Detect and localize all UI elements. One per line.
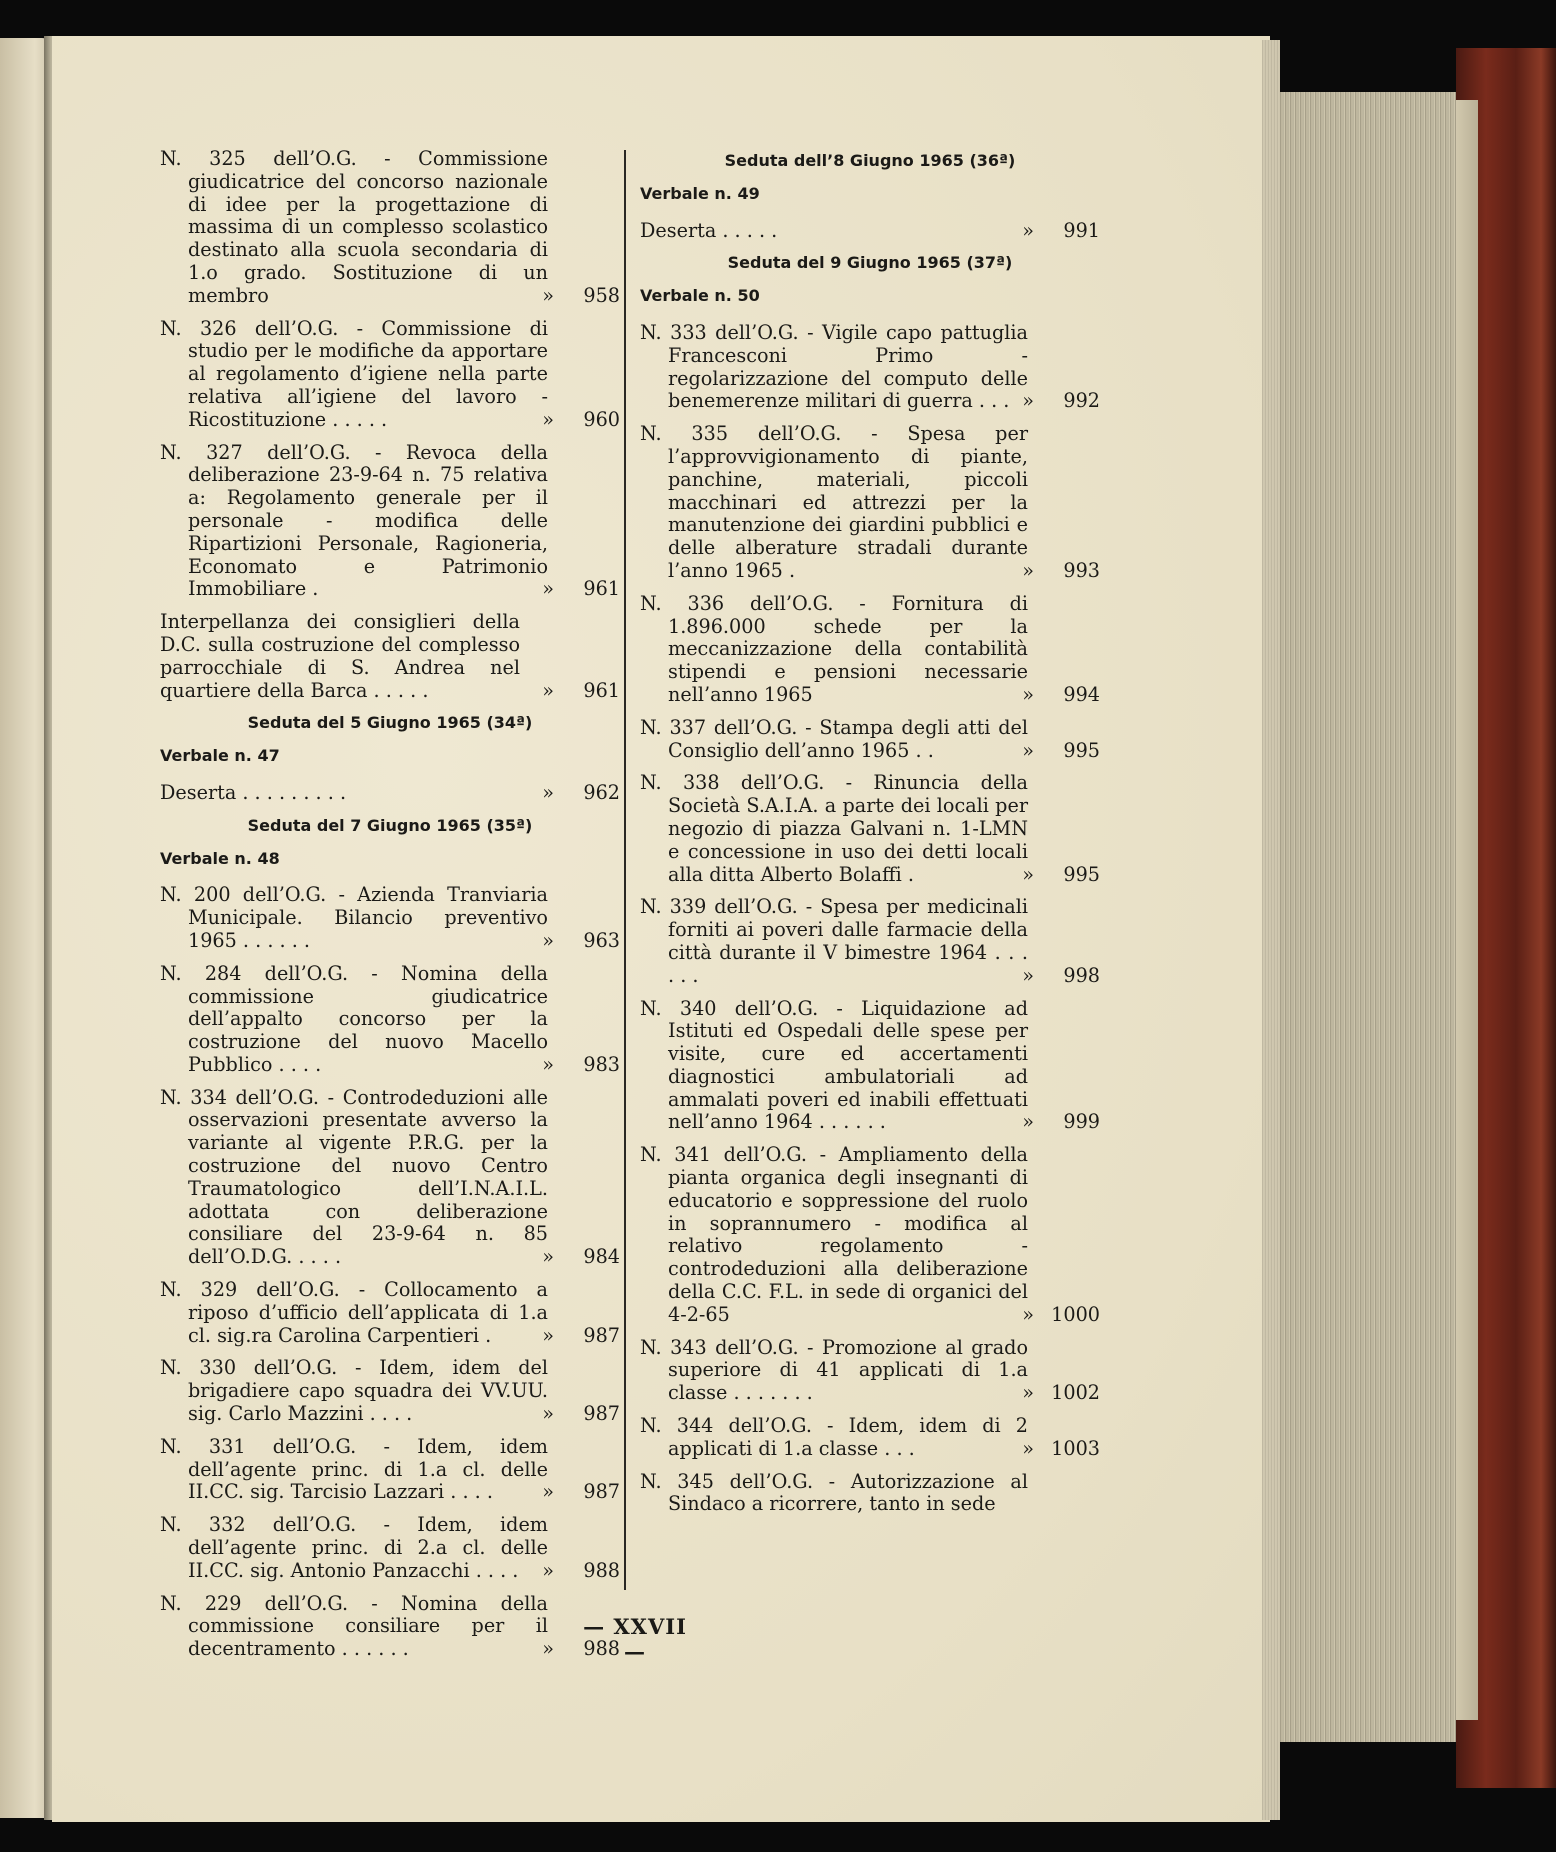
entry-text: N. 334 dell’O.G. - Controdeduzioni alle osservazioni presentate avverso la variante al vigente P.R.G. per la costruzione del nuovo Centro Traumatologico dell’I.N.A.I.L. adottata con deliberazione consiliare del 23-9-64 n. 85 dell’O.D.G. . . . .: [160, 1085, 548, 1269]
guillemet: »: [1022, 1110, 1034, 1134]
entry-text: N. 343 dell’O.G. - Promozione al grado superiore di 41 applicati di 1.a classe . . . . . . .: [640, 1335, 1028, 1405]
page-number: 995: [1063, 738, 1100, 762]
guillemet: »: [542, 1323, 554, 1347]
index-entry: [160, 782, 620, 805]
guillemet: »: [1022, 1381, 1034, 1405]
index-entry: [160, 1593, 620, 1661]
guillemet: »: [542, 928, 554, 952]
entry-text: N. 335 dell’O.G. - Spesa per l’approvvigionamento di piante, panchine, materiali, piccoli macchinari ed attrezzi per la manutenzione dei giardini pubblici e delle alberature stradali durante l’anno 1965 .: [640, 422, 1028, 582]
guillemet: »: [1022, 218, 1034, 242]
entry-text: N. 336 dell’O.G. - Fornitura di 1.896.000 schede per la meccanizzazione della contabilità stipendi e pensioni necessarie nell’anno 1965: [640, 591, 1028, 706]
page-number: 991: [1063, 218, 1100, 242]
page-number: 995: [1063, 862, 1100, 886]
entry-text: N. 331 dell’O.G. - Idem, idem dell’agente princ. di 1.a cl. delle II.CC. sig. Tarcisio Lazzari . . . .: [160, 1434, 548, 1504]
index-entry: [640, 717, 1100, 763]
index-entry: [640, 1144, 1100, 1326]
page-number: 992: [1063, 389, 1100, 413]
page-number: 960: [583, 407, 620, 431]
entry-text: N. 330 dell’O.G. - Idem, idem del brigadiere capo squadra dei VV.UU. sig. Carlo Mazzini . . . .: [160, 1356, 548, 1426]
index-entry: [640, 998, 1100, 1135]
page-edge: [1262, 40, 1280, 1820]
session-heading: Seduta del 5 Giugno 1965 (34ª): [247, 713, 533, 733]
index-entry: [160, 963, 620, 1077]
page-number: 987: [583, 1323, 620, 1347]
entry-text: N. 344 dell’O.G. - Idem, idem di 2 applicati di 1.a classe . . .: [640, 1414, 1028, 1460]
entry-text: N. 329 dell’O.G. - Collocamento a riposo d’ufficio dell’applicata di 1.a cl. sig.ra Carolina Carpentieri .: [160, 1278, 548, 1347]
entry-text: N. 284 dell’O.G. - Nomina della commissione giudicatrice dell’appalto concorso per la costruzione del nuovo Macello Pubblico . . . .: [160, 961, 548, 1076]
index-entry: [160, 442, 620, 602]
guillemet: »: [542, 1480, 554, 1504]
guillemet: »: [542, 1637, 554, 1661]
column-divider: [624, 150, 626, 1590]
page-number: 961: [583, 678, 620, 702]
index-entry: [640, 423, 1100, 583]
page-number: 983: [583, 1052, 620, 1076]
index-entry: [160, 1357, 620, 1425]
left-column: [160, 148, 620, 1671]
entry-text: N. 229 dell’O.G. - Nomina della commissione consiliare per il decentramento . . . . . .: [160, 1591, 548, 1661]
guillemet: »: [1022, 862, 1034, 886]
index-entry: [640, 772, 1100, 886]
page-number: 962: [583, 780, 620, 804]
right-column: [640, 150, 1100, 1526]
index-entry: [640, 322, 1100, 413]
guillemet: »: [542, 577, 554, 601]
entry-text: N. 340 dell’O.G. - Liquidazione ad Istituti ed Ospedali delle spese per visite, cure ed accertamenti diagnostici ambulatoriali ad ammalati poveri ed inabili effettuati nell’anno 1964 . . . . . .: [640, 996, 1028, 1134]
guillemet: »: [542, 1052, 554, 1076]
guillemet: »: [542, 407, 554, 431]
index-entry: [160, 1436, 620, 1504]
guillemet: »: [1022, 682, 1034, 706]
entry-text: N. 332 dell’O.G. - Idem, idem dell’agente princ. di 2.a cl. delle II.CC. sig. Antonio Panzacchi . . . .: [160, 1513, 548, 1582]
entry-text: N. 341 dell’O.G. - Ampliamento della pianta organica degli insegnanti di educatorio e soppressione del ruolo in soprannumero - modifica al relativo regolamento - controdeduzioni alla deliberazione della C.C. F.L. in sede di organici del 4-2-65: [640, 1143, 1028, 1326]
entry-text: Deserta . . . . .: [640, 218, 778, 242]
guillemet: »: [542, 780, 554, 804]
guillemet: »: [542, 1245, 554, 1269]
index-entry: [640, 593, 1100, 707]
session-heading: Seduta del 9 Giugno 1965 (37ª): [727, 253, 1013, 273]
index-entry: [160, 318, 620, 432]
page-number: 1002: [1051, 1381, 1100, 1405]
page-number: 1003: [1051, 1436, 1100, 1460]
index-entry: [160, 1279, 620, 1347]
page-number: 984: [583, 1245, 620, 1269]
guillemet: »: [1022, 1436, 1034, 1460]
guillemet: »: [1022, 389, 1034, 413]
guillemet: »: [1022, 738, 1034, 762]
guillemet: »: [542, 678, 554, 702]
index-entry: [640, 1471, 1100, 1517]
page-number: 994: [1063, 682, 1100, 706]
index-entry: [640, 896, 1100, 987]
entry-text: N. 327 dell’O.G. - Revoca della deliberazione 23-9-64 n. 75 relativa a: Regolamento generale per il personale - modifica delle Ripartizioni Personale, Ragioneria, Economato e Patrimonio Immobiliare .: [160, 440, 548, 601]
cover-inner-edge: [1456, 100, 1478, 1720]
entry-text: N. 339 dell’O.G. - Spesa per medicinali forniti ai poveri dalle farmacie della città durante il V bimestre 1964 . . . . . .: [640, 895, 1028, 987]
guillemet: »: [542, 1558, 554, 1582]
index-entry: [160, 884, 620, 952]
page-block-edge: [1280, 92, 1456, 1742]
index-entry: [160, 1514, 620, 1582]
page-number: 987: [583, 1402, 620, 1426]
guillemet: »: [1022, 963, 1034, 987]
index-entry: [640, 220, 1100, 243]
page-number: 961: [583, 577, 620, 601]
verbale-heading: Verbale n. 49: [640, 183, 760, 203]
index-entry: [640, 1337, 1100, 1405]
guillemet: »: [542, 283, 554, 307]
page-number: 988: [583, 1558, 620, 1582]
page-number: 993: [1063, 558, 1100, 582]
index-entry: [640, 1415, 1100, 1461]
page-number: 958: [583, 283, 620, 307]
page-footer-numeral: — XXVII —: [583, 1614, 687, 1664]
entry-text: N. 345 dell’O.G. - Autorizzazione al Sindaco a ricorrere, tanto in sede: [640, 1469, 1028, 1516]
entry-text: N. 338 dell’O.G. - Rinuncia della Società S.A.I.A. a parte dei locali per negozio di piazza Galvani n. 1-LMN e concessione in uso dei detti locali alla ditta Alberto Bolaffi .: [640, 771, 1028, 886]
page-number: 987: [583, 1480, 620, 1504]
page-number: 998: [1063, 963, 1100, 987]
verbale-heading: Verbale n. 47: [160, 746, 280, 766]
entry-text: Deserta . . . . . . . . .: [160, 780, 347, 804]
session-heading: Seduta del 7 Giugno 1965 (35ª): [247, 815, 533, 835]
guillemet: »: [1022, 558, 1034, 582]
entry-text: N. 337 dell’O.G. - Stampa degli atti del Consiglio dell’anno 1965 . .: [640, 715, 1028, 762]
entry-text: Interpellanza dei consiglieri della D.C. sulla costruzione del complesso parrocchiale di S. Andrea nel quartiere della Barca . . . . .: [160, 610, 520, 702]
index-entry: [160, 148, 620, 308]
guillemet: »: [542, 1402, 554, 1426]
session-heading: Seduta dell’8 Giugno 1965 (36ª): [724, 151, 1016, 170]
guillemet: »: [1022, 1302, 1034, 1326]
verbale-heading: Verbale n. 50: [640, 286, 760, 306]
entry-text: N. 333 dell’O.G. - Vigile capo pattuglia Francesconi Primo - regolarizzazione del computo delle benemerenze militari di guerra . . .: [640, 320, 1028, 413]
index-entry: [160, 611, 620, 702]
page-number: 1000: [1051, 1302, 1100, 1326]
entry-text: N. 200 dell’O.G. - Azienda Tranviaria Municipale. Bilancio preventivo 1965 . . . . . .: [160, 883, 548, 952]
page-number: 988: [583, 1637, 620, 1661]
verbale-heading: Verbale n. 48: [160, 848, 280, 868]
index-entry: [160, 1087, 620, 1269]
entry-text: N. 326 dell’O.G. - Commissione di studio per le modifiche da apportare al regolamento d’igiene nella parte relativa all’igiene del lavoro - Ricostituzione . . . . .: [160, 316, 548, 431]
left-page-edge: [0, 38, 50, 1818]
page-number: 963: [583, 928, 620, 952]
entry-text: N. 325 dell’O.G. - Commissione giudicatrice del concorso nazionale di idee per la progettazione di massima di un complesso scolastico destinato alla scuola secondaria di 1.o grado. Sostituzione di un membro: [160, 147, 548, 307]
page-number: 999: [1063, 1110, 1100, 1134]
